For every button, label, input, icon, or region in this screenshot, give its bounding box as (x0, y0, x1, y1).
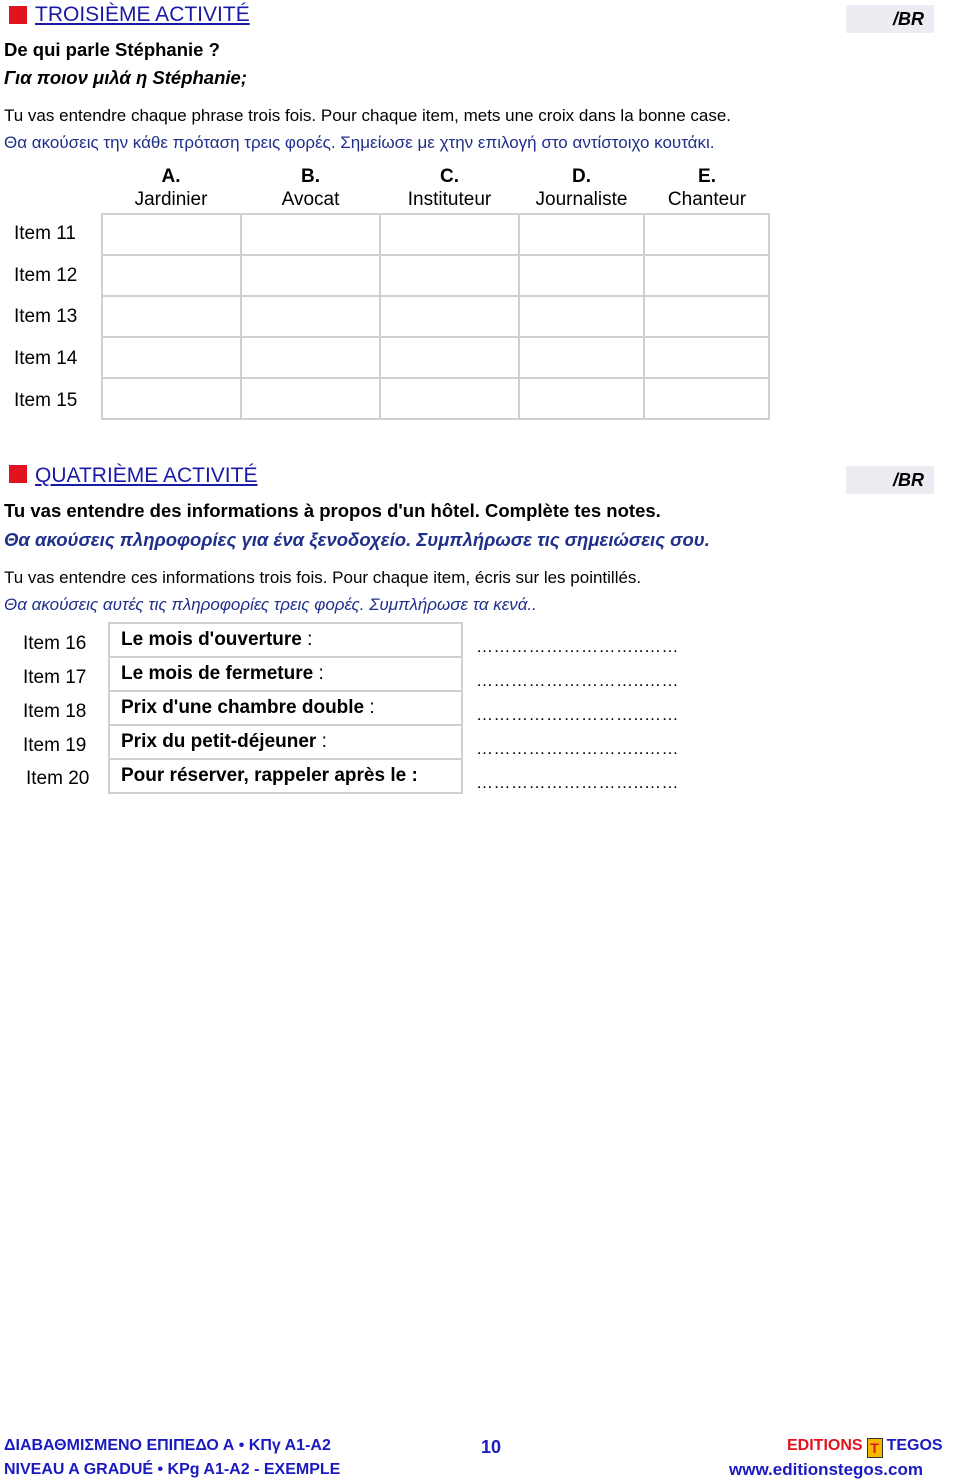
grid-row-item-12 (102, 255, 769, 296)
item-label-16: Item 16 (23, 633, 87, 654)
column-label: Instituteur (407, 189, 492, 210)
notes-field-colon: : (313, 663, 324, 684)
checkbox-cell[interactable] (241, 337, 380, 378)
column-label: Journaliste (535, 189, 628, 210)
checkbox-cell[interactable] (519, 378, 644, 419)
tegos-logo-icon: T (867, 1438, 883, 1458)
row-label-item-13: Item 13 (14, 306, 78, 327)
notes-field-colon: : (301, 629, 313, 650)
column-header-avocat (241, 165, 380, 211)
checkbox-cell[interactable] (241, 255, 380, 296)
column-letter: D. (572, 166, 591, 187)
activity3-instruction-gr: Θα ακούσεις την κάθε πρόταση τρεις φορές. Σημείωσε με χτην επιλογή στο αντίστοιχο κουτάκι. (4, 133, 715, 152)
row-label-item-11: Item 11 (14, 223, 76, 244)
notes-field-colon: : (364, 697, 375, 718)
checkbox-cell[interactable] (519, 214, 644, 255)
checkbox-cell[interactable] (102, 255, 241, 296)
footer-level-french: NIVEAU A GRADUÉ • KPg A1-A2 - EXEMPLE (4, 1461, 341, 1478)
checkbox-cell[interactable] (380, 214, 519, 255)
checkbox-cell[interactable] (644, 337, 769, 378)
column-letter: B. (301, 166, 320, 187)
column-header-instituteur (380, 165, 519, 211)
activity4-question-fr: Tu vas entendre des informations à propos d'un hôtel. Complète tes notes. (4, 500, 661, 521)
activity4-question-gr: Θα ακούσεις πληροφορίες για ένα ξενοδοχείο. Συμπλήρωσε τις σημειώσεις σου. (4, 529, 710, 550)
item-label-19: Item 19 (23, 735, 87, 756)
brand-editions: EDITIONS (787, 1437, 863, 1454)
activity3-question-fr: De qui parle Stéphanie ? (4, 39, 220, 60)
column-header-chanteur (644, 165, 770, 211)
notes-field-label: Pour réserver, rappeler après le : (121, 765, 418, 786)
checkbox-cell[interactable] (380, 255, 519, 296)
answer-line-18[interactable]: ………………………..…… (476, 705, 679, 724)
notes-field-callback-date (109, 759, 462, 793)
answer-grid (101, 213, 770, 420)
notes-table (108, 622, 463, 794)
checkbox-cell[interactable] (644, 296, 769, 337)
row-label-item-12: Item 12 (14, 265, 78, 286)
notes-field-breakfast-price (109, 725, 462, 759)
checkbox-cell[interactable] (102, 214, 241, 255)
checkbox-cell[interactable] (519, 337, 644, 378)
answer-line-17[interactable]: ………………………..…… (476, 671, 679, 690)
activity4-title: QUATRIÈME ACTIVITÉ (35, 464, 258, 487)
row-label-item-15: Item 15 (14, 390, 78, 411)
notes-field-label: Prix d'une chambre double (121, 697, 365, 718)
row-label-item-14: Item 14 (14, 348, 78, 369)
checkbox-cell[interactable] (241, 378, 380, 419)
activity3-title: TROISIÈME ACTIVITÉ (35, 3, 250, 26)
checkbox-cell[interactable] (380, 296, 519, 337)
footer-level-greek: ΔΙΑΒΑΘΜΙΣΜΕΝΟ ΕΠΙΠΕΔΟ Α • ΚΠγ Α1-Α2 (4, 1437, 331, 1454)
section-marker-icon (9, 465, 27, 483)
checkbox-cell[interactable] (644, 255, 769, 296)
page-number: 10 (481, 1437, 502, 1457)
answer-line-20[interactable]: ………………………..…… (476, 773, 679, 792)
item-label-17: Item 17 (23, 667, 87, 688)
item-label-20: Item 20 (26, 768, 90, 789)
checkbox-cell[interactable] (102, 337, 241, 378)
notes-field-double-room-price (109, 691, 462, 725)
activity3-score-box: /BR (846, 5, 934, 33)
answer-line-16[interactable]: ………………………..…… (476, 637, 679, 656)
checkbox-cell[interactable] (241, 296, 380, 337)
checkbox-cell[interactable] (380, 337, 519, 378)
column-letter: C. (440, 166, 459, 187)
column-label: Chanteur (667, 189, 747, 210)
item-label-18: Item 18 (23, 701, 87, 722)
checkbox-cell[interactable] (241, 214, 380, 255)
brand-tegos: TEGOS (886, 1437, 943, 1454)
column-header-journaliste (519, 165, 644, 211)
notes-field-label: Prix du petit-déjeuner (121, 731, 317, 752)
notes-field-label: Le mois de fermeture (121, 663, 314, 684)
column-letter: E. (698, 166, 716, 187)
checkbox-cell[interactable] (102, 378, 241, 419)
activity4-instruction-gr: Θα ακούσεις αυτές τις πληροφορίες τρεις φορές. Συμπλήρωσε τα κενά.. (4, 595, 537, 614)
grid-row-item-11 (102, 214, 769, 255)
checkbox-cell[interactable] (519, 296, 644, 337)
section-marker-icon (9, 6, 27, 24)
publisher-website-link[interactable]: www.editionstegos.com (729, 1460, 923, 1479)
activity3-instruction-fr: Tu vas entendre chaque phrase trois fois. Pour chaque item, mets une croix dans la bonne case. (4, 106, 732, 125)
column-header-jardinier (101, 165, 241, 211)
notes-field-closing-month (109, 657, 462, 691)
notes-field-label: Le mois d'ouverture (121, 629, 302, 650)
notes-field-opening-month (109, 623, 462, 657)
checkbox-cell[interactable] (519, 255, 644, 296)
grid-row-item-14 (102, 337, 769, 378)
checkbox-cell[interactable] (644, 378, 769, 419)
notes-field-colon: : (316, 731, 327, 752)
publisher-brand (787, 1437, 943, 1458)
column-letter: A. (161, 166, 181, 187)
checkbox-cell[interactable] (644, 214, 769, 255)
checkbox-cell[interactable] (380, 378, 519, 419)
grid-row-item-15 (102, 378, 769, 419)
activity4-instruction-fr: Tu vas entendre ces informations trois fois. Pour chaque item, écris sur les pointillés. (4, 568, 642, 587)
column-label: Jardinier (134, 189, 208, 210)
activity4-score-box: /BR (846, 466, 934, 494)
grid-row-item-13 (102, 296, 769, 337)
column-label: Avocat (281, 189, 340, 210)
activity3-question-gr: Για ποιον μιλά η Stéphanie; (4, 67, 247, 88)
checkbox-cell[interactable] (102, 296, 241, 337)
answer-line-19[interactable]: ………………………..…… (476, 739, 679, 758)
